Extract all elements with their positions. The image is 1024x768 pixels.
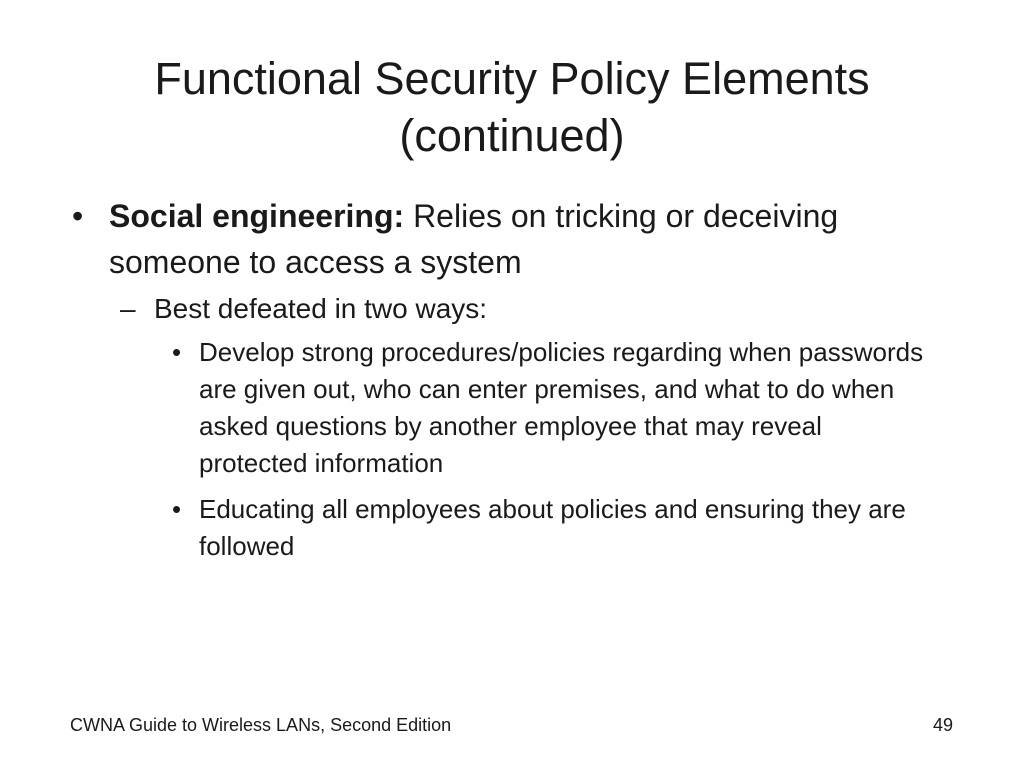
slide-title (60, 50, 964, 164)
sub-sub-bullet-text: Develop strong procedures/policies regarding when passwords are given out, who can enter premises, and what to do when asked questions by another employee that may reveal protected information (199, 337, 924, 478)
bullet-marker: • (72, 198, 84, 234)
slide-title-line-1: Functional Security Policy Elements (154, 53, 870, 104)
bullet-term: Social engineering: (109, 198, 405, 234)
page-number: 49 (932, 715, 953, 735)
sub-sub-bullet-procedures (72, 334, 929, 482)
sub-sub-bullet-text: Educating all employees about policies and ensuring they are followed (199, 494, 906, 561)
slide-body (72, 193, 972, 565)
slide-title-line-2: (continued) (399, 110, 625, 161)
dot-marker: • (172, 494, 182, 524)
dash-marker: – (120, 293, 136, 324)
bullet-social-engineering (72, 193, 972, 285)
dot-marker: • (172, 337, 182, 367)
sub-bullet-text: Best defeated in two ways: (154, 293, 488, 324)
sub-bullet-best-defeated (72, 289, 972, 329)
footer-source: CWNA Guide to Wireless LANs, Second Edition (70, 715, 452, 735)
bullet-definition: Relies on tricking or deceiving someone to access a system (109, 198, 839, 280)
sub-sub-bullet-educating (72, 491, 929, 565)
